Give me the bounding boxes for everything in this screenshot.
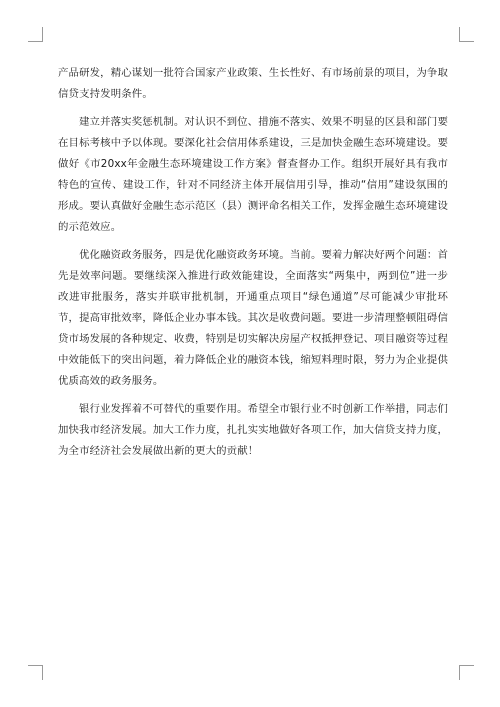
crop-mark-bottom-left xyxy=(28,665,43,680)
crop-mark-top-right xyxy=(459,27,474,42)
crop-mark-bottom-right xyxy=(459,665,474,680)
document-body xyxy=(58,63,448,469)
paragraph-banking-role: 银行业发挥着不可替代的重要作用。希望全市银行业不时创新工作举措，同志们加快我市经济发展。加大工作力度，扎扎实实地做好各项工作，加大信贷支持力度，为全市经济社会发展做出新的更大的贡献！ xyxy=(58,403,448,457)
paragraph-product-research: 产品研发，精心谋划一批符合国家产业政策、生长性好、有市场前景的项目，为争取信贷支持发明条件。 xyxy=(58,67,448,100)
crop-mark-top-left xyxy=(28,27,43,42)
paragraph-incentive-mechanism: 建立并落实奖惩机制。对认识不到位、措施不落实、效果不明显的区县和部门要在目标考核中予以体现。要深化社会信用体系建设，三是加快金融生态环境建设。要做好《市20xx年金融生态环境建设工作方案》督查督办工作。组织开展好具有我市特色的宣传、建设工作，针对不同经济主体开展信用引导，推动“信用”建设氛围的形成。要认真做好金融生态示范区（县）测评命名相关工作，发挥金融生态环境建设的示范效应。 xyxy=(58,116,448,233)
paragraph-government-services: 优化融资政务服务，四是优化融资政务环境。当前。要着力解决好两个问题：首先是效率问题。要继续深入推进行政效能建设，全面落实“两集中，两到位”进一步改进审批服务，落实并联审批机制，开通重点项目“绿色通道”尽可能减少审批环节，提高审批效率，降低企业办事本钱。其次是收费问题。要进一步清理整顿阻碍信贷市场发展的各种规定、收费，特别是切实解决房屋产权抵押登记、项目融资等过程中效能低下的突出问题，着力降低企业的融资本钱，缩短料理时限，努力为企业提供优质高效的政务服务。 xyxy=(58,249,448,387)
